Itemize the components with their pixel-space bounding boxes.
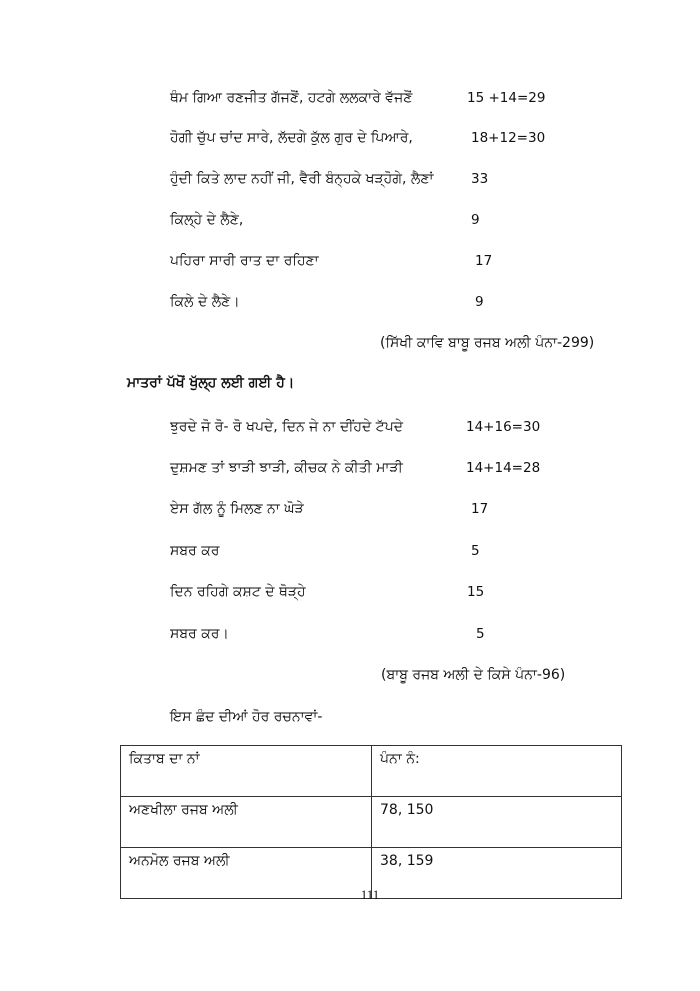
section-note: ਮਾਤਰਾਂ ਪੱਖੋਂ ਖੁੱਲ੍ਹ ਲਈ ਗਈ ਹੈ। [127, 375, 295, 391]
verse-line: ਝੁਰਦੇ ਜੋ ਰੋ- ਰੋ ਖਪਦੇ, ਦਿਨ ਜੇ ਨਾ ਦੀਂਹਦੇ ਟੱਪਦੇ [170, 419, 404, 435]
page-number-cell: 78, 150 [372, 797, 622, 848]
header-page-number: ਪੰਨਾ ਨੰ: [372, 746, 622, 797]
page-number: 111 [360, 887, 380, 902]
syllable-count: 5 [471, 543, 480, 559]
book-name-cell: ਅਨਮੋਲ ਰਜਬ ਅਲੀ [121, 848, 372, 899]
verse-line: ਏਸ ਗੱਲ ਨੂੰ ਮਿਲਣ ਨਾ ਘੋੜੇ [170, 501, 304, 517]
verse-line: ਹੁੰਦੀ ਕਿਤੇ ਲਾਦ ਨਹੀਂ ਜੀ, ਵੈਰੀ ਬੰਨ੍ਹਕੇ ਖੜ੍ਹੋਗੇ, ਲੈਣਾਂ [170, 171, 434, 187]
table-row [121, 797, 622, 848]
works-table [120, 745, 622, 899]
more-works-heading: ਇਸ ਛੰਦ ਦੀਆਂ ਹੋਰ ਰਚਨਾਵਾਂ- [170, 709, 323, 725]
syllable-count: 33 [471, 171, 489, 187]
syllable-count: 18+12=30 [471, 130, 546, 146]
syllable-count: 15 +14=29 [467, 90, 546, 106]
syllable-count: 15 [467, 584, 485, 600]
verse-line: ਹੋਗੀ ਚੁੱਪ ਚਾਂਦ ਸਾਰੇ, ਲੱਦਗੇ ਕੁੱਲ ਗੁਰ ਦੇ ਪਿਆਰੇ, [170, 130, 413, 146]
verse-line: ਦਿਨ ਰਹਿਗੇ ਕਸ਼ਟ ਦੇ ਥੋੜ੍ਹੇ [170, 584, 306, 600]
verse-line: ਦੁਸ਼ਮਣ ਤਾਂ ਝਾੜੀ ਝਾੜੀ, ਕੀਚਕ ਨੇ ਕੀਤੀ ਮਾੜੀ [170, 460, 403, 476]
syllable-count: 14+14=28 [466, 460, 541, 476]
syllable-count: 14+16=30 [466, 419, 541, 435]
verse-line: ਕਿਲ੍ਹੇ ਦੇ ਲੈਣੇ, [170, 212, 244, 228]
verse-line: ਕਿਲੇ ਦੇ ਲੈਣੇ। [170, 294, 240, 310]
header-book-name: ਕਿਤਾਬ ਦਾ ਨਾਂ [121, 746, 372, 797]
verse-line: ਥੰਮ ਗਿਆ ਰਣਜੀਤ ਗੱਜਣੋਂ, ਹਟਗੇ ਲਲਕਾਰੇ ਵੱਜਣੋਂ [170, 90, 413, 106]
source-citation: (ਸਿੱਖੀ ਕਾਵਿ ਬਾਬੂ ਰਜਬ ਅਲੀ ਪੰਨਾ-299) [380, 335, 595, 351]
syllable-count: 17 [475, 253, 493, 269]
source-citation: (ਬਾਬੂ ਰਜਬ ਅਲੀ ਦੇ ਕਿਸੇ ਪੰਨਾ-96) [381, 667, 566, 683]
page-number-cell: 38, 159 [372, 848, 622, 899]
book-name-cell: ਅਣਖੀਲਾ ਰਜਬ ਅਲੀ [121, 797, 372, 848]
verse-line: ਸਬਰ ਕਰ [170, 543, 220, 559]
verse-line: ਸਬਰ ਕਰ। [170, 626, 229, 642]
syllable-count: 5 [476, 626, 485, 642]
verse-line: ਪਹਿਰਾ ਸਾਰੀ ਰਾਤ ਦਾ ਰਹਿਣਾ [170, 253, 319, 269]
syllable-count: 9 [471, 212, 480, 228]
table-header-row [121, 746, 622, 797]
syllable-count: 17 [471, 501, 489, 517]
syllable-count: 9 [475, 294, 484, 310]
